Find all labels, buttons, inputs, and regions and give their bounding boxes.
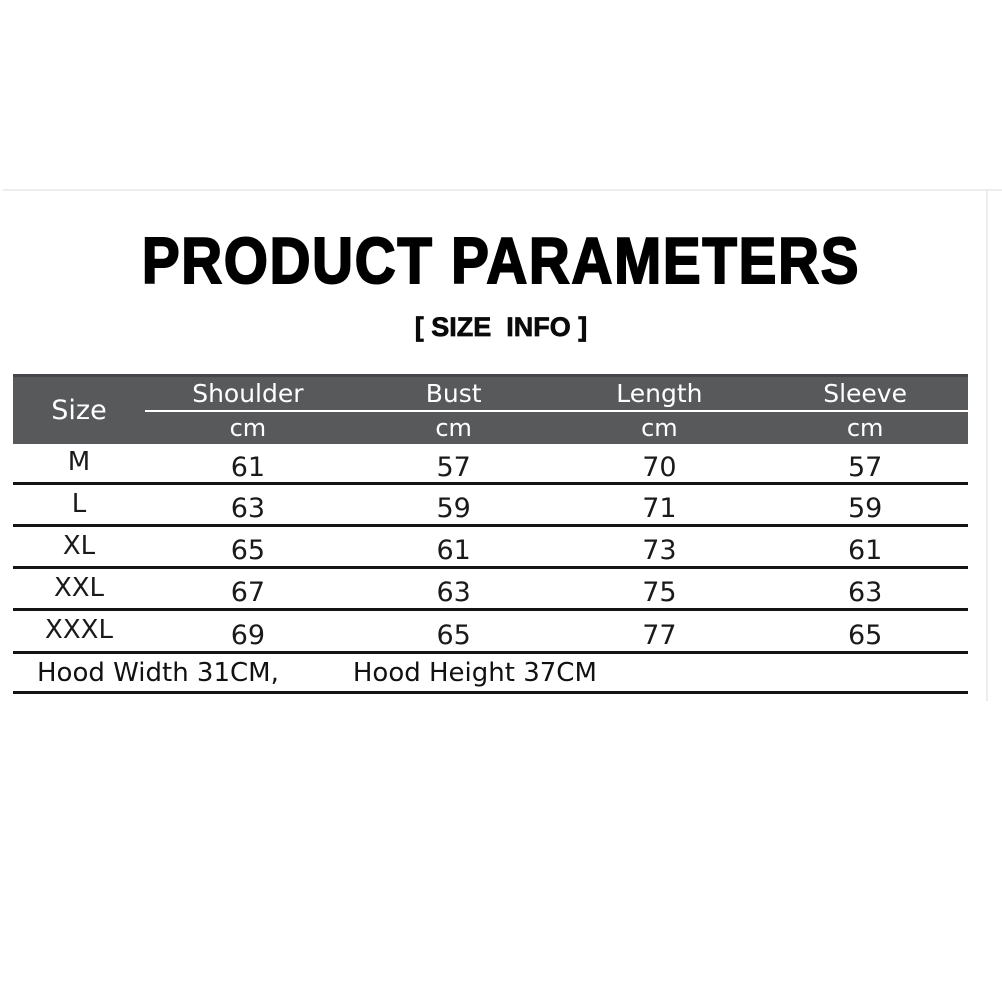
- cell-length: 77: [642, 619, 677, 651]
- page-subtitle: [ SIZE INFO ]: [414, 312, 588, 342]
- cell-length: 70: [642, 451, 677, 483]
- header-size-cell: Size: [51, 395, 107, 426]
- header-unit-sleeve: cm: [846, 414, 884, 442]
- header-col-bust: Bust: [425, 379, 482, 408]
- header-unit-row: [145, 412, 968, 444]
- row-size-label: L: [71, 488, 87, 519]
- hood-dimensions-row: [13, 654, 968, 694]
- row-size-label: XXXL: [45, 615, 113, 645]
- table-row-m: [13, 444, 968, 485]
- cell-length: 75: [642, 577, 677, 608]
- cell-length: 71: [642, 493, 677, 524]
- cell-sleeve: 59: [847, 493, 883, 524]
- header-columns: [145, 377, 968, 444]
- header-unit-length: cm: [641, 414, 678, 442]
- cell-bust: 57: [436, 451, 471, 483]
- cell-bust: 63: [436, 577, 471, 608]
- cell-shoulder: 61: [230, 451, 266, 483]
- cell-sleeve: 57: [847, 451, 883, 483]
- header-unit-bust: cm: [435, 414, 472, 442]
- right-edge-line: [986, 189, 988, 701]
- cell-sleeve: 63: [847, 577, 883, 608]
- top-separator-line: [3, 189, 1002, 191]
- table-row-xl: [13, 527, 968, 569]
- page-title: PRODUCT PARAMETERS: [141, 224, 861, 297]
- hood-width-text: Hood Width 31CM,: [37, 657, 279, 688]
- row-size-label: XXL: [53, 572, 105, 603]
- hood-height-text: Hood Height 37CM: [352, 657, 597, 688]
- cell-bust: 59: [436, 493, 471, 524]
- table-row-xxl: [13, 569, 968, 611]
- cell-bust: 65: [436, 619, 471, 651]
- cell-shoulder: 65: [230, 535, 266, 566]
- row-size-label: M: [67, 447, 91, 477]
- header-unit-shoulder: cm: [229, 414, 267, 442]
- size-table: [13, 374, 968, 694]
- header-col-length: Length: [616, 379, 703, 408]
- header-col-sleeve: Sleeve: [823, 379, 907, 408]
- cell-bust: 61: [436, 535, 471, 566]
- cell-length: 73: [642, 535, 677, 566]
- table-row-l: [13, 485, 968, 527]
- header-label-row: [145, 377, 968, 410]
- header-col-shoulder: Shoulder: [192, 379, 304, 408]
- cell-shoulder: 69: [230, 619, 266, 651]
- table-header: [13, 374, 968, 444]
- cell-shoulder: 67: [230, 577, 266, 608]
- row-size-label: XL: [62, 530, 96, 561]
- cell-shoulder: 63: [230, 493, 266, 524]
- table-row-xxxl: [13, 611, 968, 654]
- cell-sleeve: 65: [847, 619, 883, 651]
- cell-sleeve: 61: [847, 535, 883, 566]
